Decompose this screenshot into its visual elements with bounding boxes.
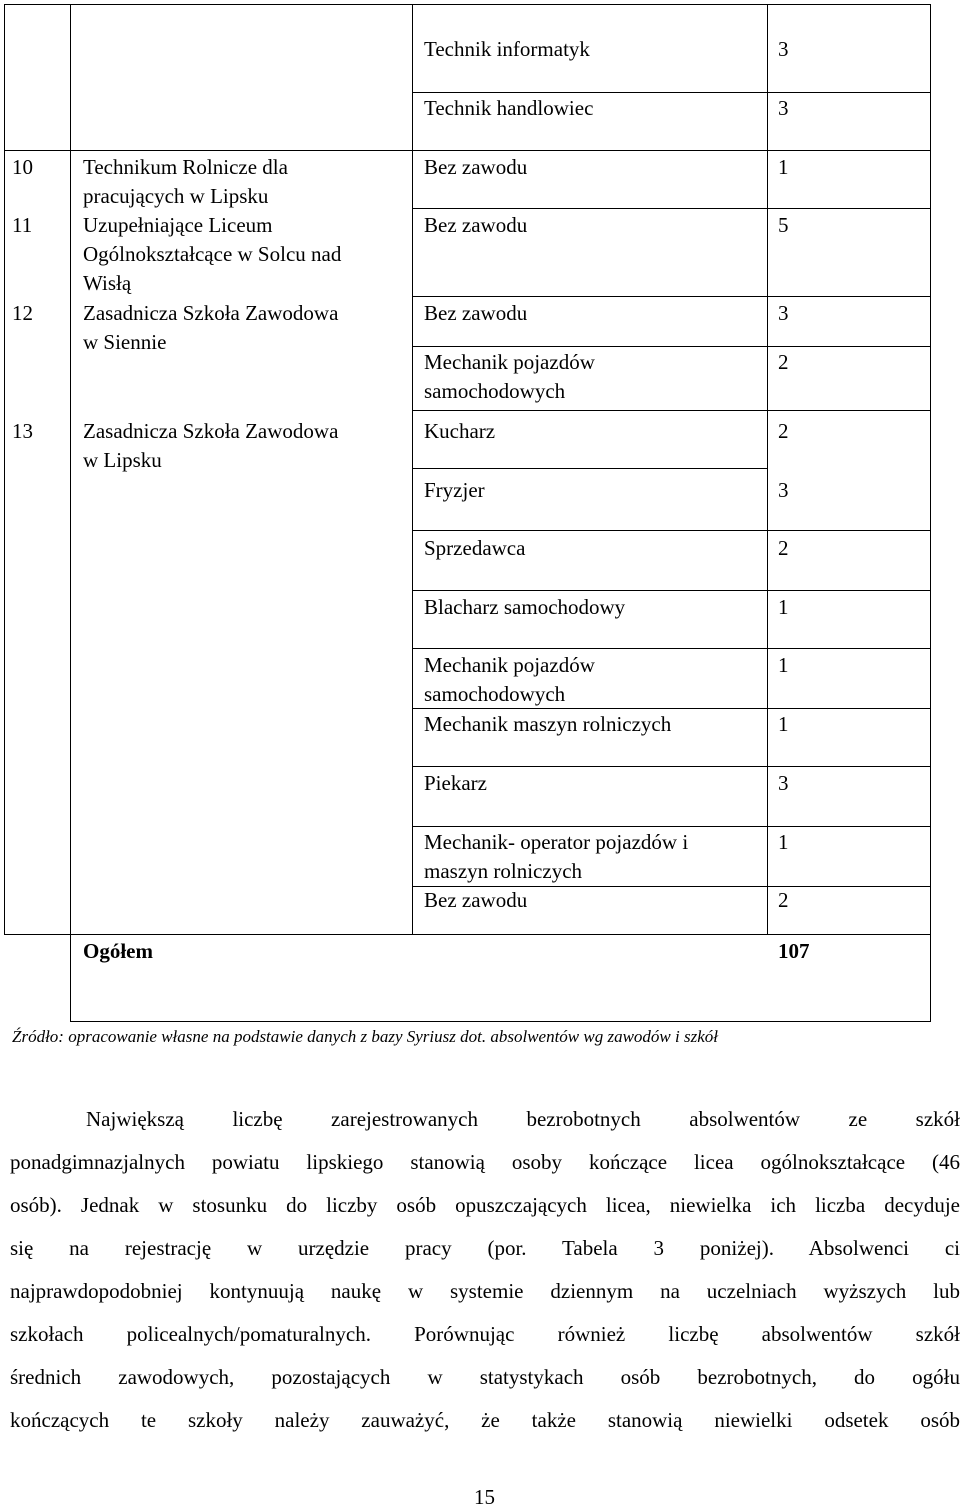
- school-name-line: Zasadnicza Szkoła Zawodowa: [83, 419, 339, 443]
- profession-count: 1: [778, 155, 789, 179]
- profession-name: Blacharz samochodowy: [424, 595, 626, 619]
- profession-name: Kucharz: [424, 419, 496, 443]
- profession-name: Mechanik maszyn rolniczych: [424, 712, 672, 736]
- row-number: 10: [12, 155, 33, 179]
- profession-name: Mechanik- operator pojazdów i: [424, 830, 689, 854]
- paragraph-line: średnich zawodowych, pozostających w statystykach osób bezrobotnych, do ogółu: [10, 1365, 960, 1389]
- row-number: 12: [12, 301, 33, 325]
- profession-name: Bez zawodu: [424, 213, 528, 237]
- profession-count: 2: [778, 350, 789, 374]
- profession-count: 1: [778, 830, 789, 854]
- profession-count: 2: [778, 419, 789, 443]
- profession-count: 3: [778, 771, 789, 795]
- paragraph-line: osób). Jednak w stosunku do liczby osób opuszczających licea, niewielka ich liczba decyduje: [10, 1193, 960, 1217]
- profession-count: 5: [778, 213, 789, 237]
- profession-name: Sprzedawca: [424, 536, 526, 560]
- profession-count: 3: [778, 96, 789, 120]
- school-name-line: w Siennie: [83, 330, 167, 354]
- profession-name: Mechanik pojazdów: [424, 350, 595, 374]
- profession-name: Technik handlowiec: [424, 96, 594, 120]
- profession-name: Piekarz: [424, 771, 487, 795]
- school-name-line: Technikum Rolnicze dla: [83, 155, 288, 179]
- row-number: 13: [12, 419, 33, 443]
- profession-name: samochodowych: [424, 682, 566, 706]
- school-name-line: Wisłą: [83, 271, 132, 295]
- paragraph-line: najprawdopodobniej kontynuują naukę w systemie dziennym na uczelniach wyższych lub: [10, 1279, 960, 1303]
- school-name-line: Zasadnicza Szkoła Zawodowa: [83, 301, 339, 325]
- total-value: 107: [778, 939, 810, 963]
- profession-count: 1: [778, 712, 789, 736]
- body-paragraph: [10, 1098, 960, 1442]
- school-name-line: Ogólnokształcące w Solcu nad: [83, 242, 342, 266]
- paragraph-line: kończących te szkoły należy zauważyć, że także stanowią niewielki odsetek osób: [10, 1408, 960, 1432]
- row-number: 11: [12, 213, 33, 237]
- school-name-line: Uzupełniające Liceum: [83, 213, 273, 237]
- profession-name: maszyn rolniczych: [424, 859, 583, 883]
- school-name-line: pracujących w Lipsku: [83, 184, 269, 208]
- paragraph-line: Największą liczbę zarejestrowanych bezrobotnych absolwentów ze szkół: [86, 1107, 960, 1131]
- school-name-line: w Lipsku: [83, 448, 162, 472]
- paragraph-line: szkołach policealnych/pomaturalnych. Porównując również liczbę absolwentów szkół: [10, 1322, 960, 1346]
- profession-count: 1: [778, 653, 789, 677]
- source-note: Źródło: opracowanie własne na podstawie danych z bazy Syriusz dot. absolwentów wg zawodów i szkół: [12, 1027, 718, 1046]
- profession-name: Fryzjer: [424, 478, 485, 502]
- total-label: Ogółem: [83, 939, 153, 963]
- profession-count: 1: [778, 595, 789, 619]
- paragraph-line: ponadgimnazjalnych powiatu lipskiego stanowią osoby kończące licea ogólnokształcące (46: [10, 1150, 960, 1174]
- profession-count: 2: [778, 888, 789, 912]
- profession-name: Mechanik pojazdów: [424, 653, 595, 677]
- paragraph-line: się na rejestrację w urzędzie pracy (por. Tabela 3 poniżej). Absolwenci ci: [10, 1236, 960, 1260]
- profession-name: samochodowych: [424, 379, 566, 403]
- page-number: 15: [474, 1485, 495, 1509]
- profession-name: Technik informatyk: [424, 37, 590, 61]
- profession-count: 2: [778, 536, 789, 560]
- profession-name: Bez zawodu: [424, 888, 528, 912]
- profession-name: Bez zawodu: [424, 301, 528, 325]
- profession-count: 3: [778, 301, 789, 325]
- profession-count: 3: [778, 37, 789, 61]
- profession-count: 3: [778, 478, 789, 502]
- profession-name: Bez zawodu: [424, 155, 528, 179]
